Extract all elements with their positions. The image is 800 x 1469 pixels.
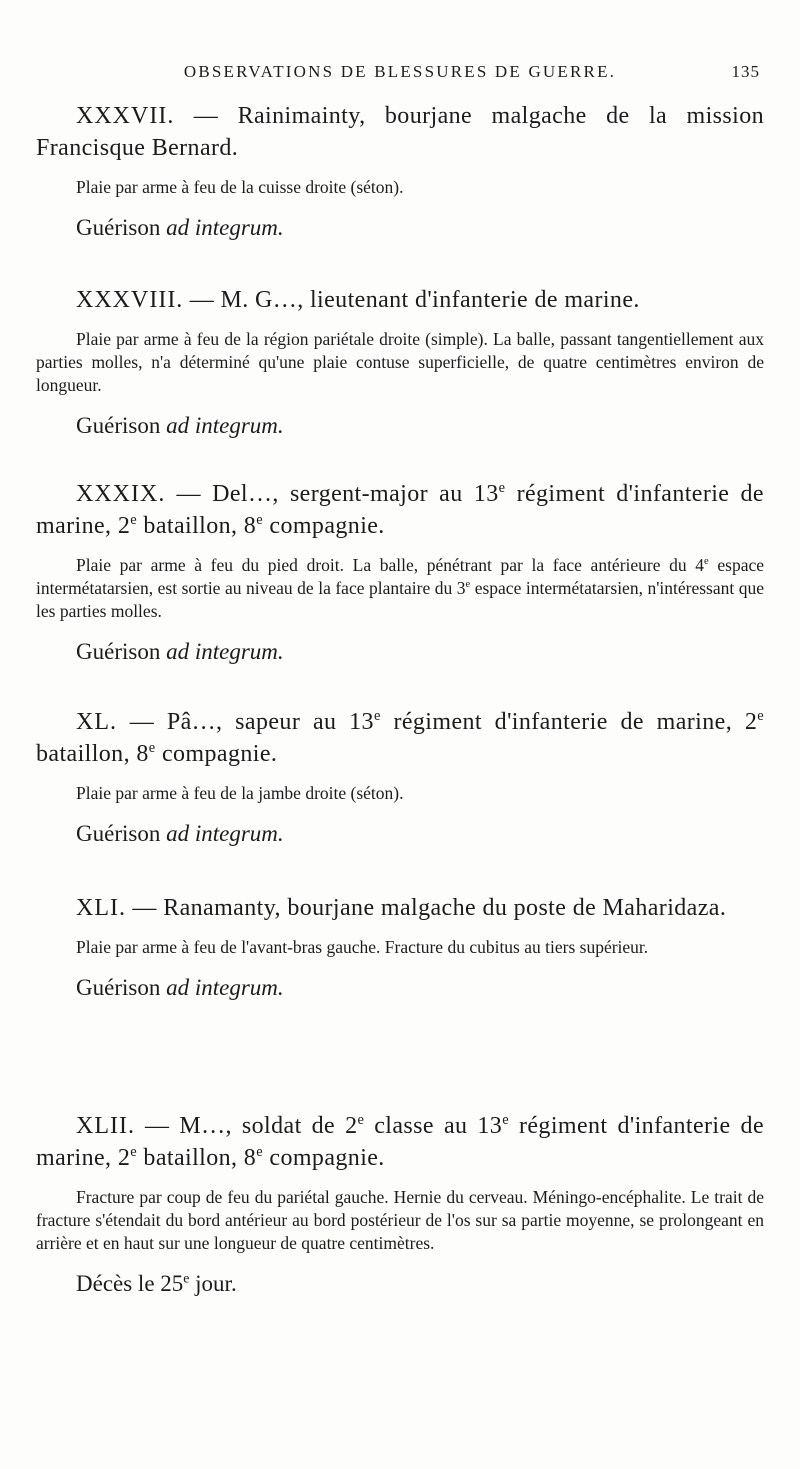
observation-heading	[36, 284, 764, 316]
observation-41	[36, 892, 764, 1003]
observation-description: Plaie par arme à feu de l'avant-bras gauche. Fracture du cubitus au tiers supérieur.	[76, 937, 649, 957]
observation-numeral: XXXIX.	[76, 481, 166, 507]
observation-40	[36, 706, 764, 849]
ordinal-suffix: e	[757, 708, 765, 724]
ordinal-suffix: e	[373, 708, 381, 724]
running-head: OBSERVATIONS DE BLESSURES DE GUERRE.	[183, 62, 617, 81]
observation-title: — Ranamanty, bourjane malgache du poste de Maharidaza.	[132, 895, 727, 921]
ordinal-suffix: e	[130, 1144, 138, 1160]
observation-title-part: bataillon, 8	[137, 1145, 257, 1171]
ordinal-suffix: e	[498, 480, 506, 496]
observation-title: — M. G…, lieutenant d'infanterie de marine.	[189, 287, 640, 313]
observation-numeral: XXXVIII.	[76, 287, 184, 313]
observation-heading	[36, 892, 764, 924]
page-number: 135	[731, 62, 760, 81]
observation-outcome	[36, 411, 764, 441]
observation-numeral: XL.	[76, 709, 117, 735]
observation-outcome	[36, 973, 764, 1003]
observation-title-part: bataillon, 8	[137, 513, 257, 539]
outcome-latin: ad integrum.	[166, 975, 284, 1000]
ordinal-suffix: e	[357, 1112, 365, 1128]
outcome-latin: ad integrum.	[166, 639, 284, 664]
observation-37	[36, 100, 764, 243]
outcome-latin: ad integrum.	[166, 215, 284, 240]
outcome-part: jour.	[189, 1271, 237, 1296]
observation-numeral: XLI.	[76, 895, 126, 921]
observation-title-part: — Pâ…, sapeur au 13	[129, 709, 374, 735]
observation-outcome	[36, 213, 764, 243]
outcome-prefix: Guérison	[76, 639, 161, 664]
ordinal-suffix: e	[256, 1144, 264, 1160]
observation-title-part: bataillon, 8	[36, 741, 149, 767]
outcome-latin: ad integrum.	[166, 821, 284, 846]
observation-39	[36, 478, 764, 667]
observation-title-part: compagnie.	[263, 513, 385, 539]
observation-heading	[36, 478, 764, 542]
observation-outcome	[36, 1269, 764, 1299]
observation-title-part: compagnie.	[263, 1145, 385, 1171]
description-part: espace intermétatarsien, n'intéressant que les parties molles.	[36, 578, 764, 621]
observation-numeral: XLII.	[76, 1113, 135, 1139]
observation-description	[36, 554, 764, 623]
observation-heading	[36, 1110, 764, 1174]
ordinal-suffix: e	[704, 556, 709, 568]
outcome-latin: ad integrum.	[166, 413, 284, 438]
description-part: espace intermétatarsien, est sortie au niveau de la face plantaire du 3	[36, 555, 764, 598]
observation-numeral: XXXVII.	[76, 103, 175, 129]
observation-title: — Rainimainty, bourjane malgache de la mission Francisque Bernard.	[36, 103, 764, 161]
observation-38	[36, 284, 764, 441]
observation-title-part: classe au 13	[364, 1113, 503, 1139]
outcome-prefix: Guérison	[76, 821, 161, 846]
observation-title-part: régiment d'infanterie de marine, 2	[36, 1113, 764, 1171]
observation-title-part: — M…, soldat de 2	[144, 1113, 358, 1139]
observation-title-part: — Del…, sergent-major au 13	[176, 481, 499, 507]
observation-outcome	[36, 637, 764, 667]
outcome-prefix: Guérison	[76, 413, 161, 438]
observation-description: Plaie par arme à feu de la jambe droite (séton).	[76, 783, 404, 803]
observation-description: Plaie par arme à feu de la région pariétale droite (simple). La balle, passant tangentiellement aux parties molles, n'a déterminé qu'une plaie contuse superficielle, de quatre centimètres environ de longueur.	[36, 329, 764, 395]
outcome-prefix: Guérison	[76, 215, 161, 240]
observation-title-part: régiment d'infanterie de marine, 2	[380, 709, 758, 735]
outcome-part: Décès le 25	[76, 1271, 184, 1296]
ordinal-suffix: e	[130, 512, 138, 528]
observation-heading	[36, 706, 764, 770]
observation-description: Plaie par arme à feu de la cuisse droite (séton).	[76, 177, 404, 197]
ordinal-suffix: e	[465, 579, 471, 591]
ordinal-suffix: e	[183, 1270, 190, 1286]
observation-heading	[36, 100, 764, 164]
observation-42	[36, 1110, 764, 1299]
observation-outcome	[36, 819, 764, 849]
ordinal-suffix: e	[148, 740, 156, 756]
description-part: Plaie par arme à feu du pied droit. La balle, pénétrant par la face antérieure du 4	[76, 555, 705, 575]
observation-title-part: régiment d'infanterie de marine, 2	[36, 481, 764, 539]
ordinal-suffix: e	[256, 512, 264, 528]
outcome-prefix: Guérison	[76, 975, 161, 1000]
observation-description: Fracture par coup de feu du pariétal gauche. Hernie du cerveau. Méningo-encéphalite. Le trait de fracture s'étendait du bord antérieur au bord postérieur de l'os sur sa partie moyenne, se prolongeant en arrière et en haut sur une longueur de quatre centimètres.	[36, 1187, 764, 1253]
ordinal-suffix: e	[502, 1112, 509, 1128]
observation-title-part: compagnie.	[155, 741, 278, 767]
